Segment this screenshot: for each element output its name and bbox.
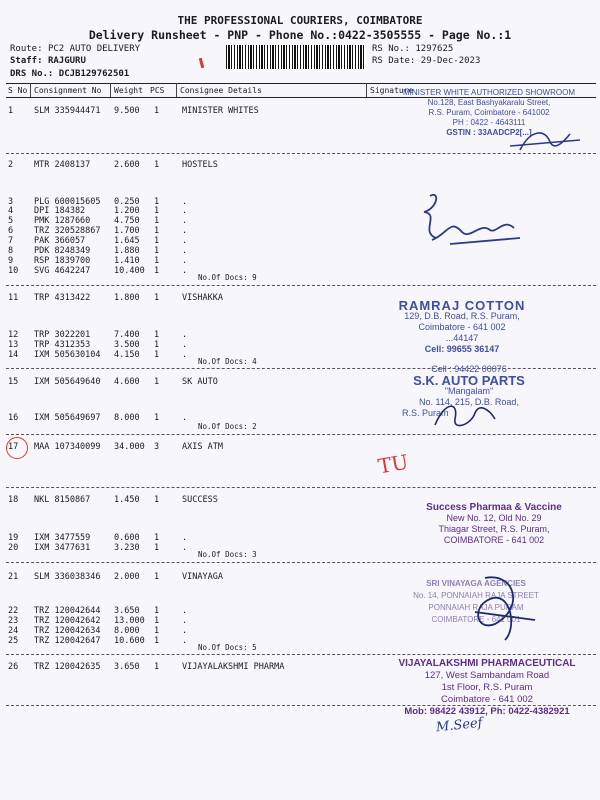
- signature-vijayalakshmi: M.Seef: [435, 715, 484, 736]
- doc-count: No.Of Docs: 4: [198, 357, 257, 366]
- cell-pcs: 1: [154, 106, 160, 116]
- cell-wt: 3.650: [114, 662, 140, 672]
- rs-no-value: 1297625: [415, 44, 454, 54]
- cell-cons: TRP 4313422: [34, 293, 91, 303]
- cell-details: .: [182, 350, 188, 360]
- cell-wt: 0.600: [114, 533, 140, 543]
- cell-sno: 9: [8, 256, 14, 266]
- cell-details: .: [182, 626, 188, 636]
- stamp-line: VIJAYALAKSHMI PHARMACEUTICAL: [398, 658, 576, 669]
- cell-details: .: [182, 266, 188, 276]
- cell-wt: 34.000: [114, 442, 145, 452]
- stamp-line: No.128, East Bashyakaralu Street,: [427, 98, 551, 107]
- staff-label: Staff:: [10, 56, 43, 66]
- vijayalakshmi-pharma-stamp: [380, 658, 594, 718]
- stamp-line: ...44147: [445, 333, 479, 343]
- cell-details: .: [182, 246, 188, 256]
- runsheet-title: Delivery Runsheet - PNP - Phone No.:0422-3505555 - Page No.:1: [88, 28, 512, 42]
- stamp-line: 1st Floor, R.S. Puram: [441, 682, 533, 693]
- col-divider: [366, 83, 367, 97]
- cell-sno: 21: [8, 572, 19, 582]
- cell-pcs: 1: [154, 350, 160, 360]
- cell-cons: IXM 505630104: [34, 350, 101, 360]
- cell-sno: 11: [8, 293, 19, 303]
- rs-date-line: [372, 56, 480, 66]
- group-divider: [6, 654, 596, 655]
- cell-pcs: 1: [154, 160, 160, 170]
- cell-cons: TRZ 120042635: [34, 662, 101, 672]
- cell-details: .: [182, 340, 188, 350]
- cell-pcs: 1: [154, 495, 160, 505]
- stamp-line: Mob: 98422 43912, Ph: 0422-4382921: [404, 706, 570, 717]
- signature-hostels: [410, 188, 530, 254]
- stamp-line: COIMBATORE - 641 001: [431, 615, 521, 624]
- success-pharmaa-stamp: [404, 502, 584, 546]
- signature-minister: [400, 120, 590, 160]
- row17-red-circle: [6, 437, 28, 459]
- stamp-line: 129, D.B. Road, R.S. Puram,: [404, 311, 520, 321]
- cell-pcs: 1: [154, 626, 160, 636]
- stamp-line: New No. 12, Old No. 29: [446, 513, 542, 523]
- group-divider: [6, 285, 596, 286]
- stamp-line: Thiagar Street, R.S. Puram,: [438, 524, 550, 534]
- cell-cons: IXM 3477631: [34, 543, 91, 553]
- cell-wt: 4.750: [114, 216, 140, 226]
- cell-wt: 4.600: [114, 377, 140, 387]
- group-divider: [6, 487, 596, 488]
- cell-details: .: [182, 206, 188, 216]
- stamp-line: 127, West Sambandam Road: [424, 670, 550, 681]
- stamp-line: No. 14, PONNAIAH RAJA STREET: [413, 591, 539, 600]
- cell-cons: SLM 335944471: [34, 106, 101, 116]
- cell-pcs: 1: [154, 636, 160, 646]
- cell-cons: IXM 3477559: [34, 533, 91, 543]
- stamp-line: S.K. AUTO PARTS: [413, 373, 525, 388]
- cell-details: .: [182, 216, 188, 226]
- col-divider: [176, 83, 177, 97]
- cell-pcs: 1: [154, 206, 160, 216]
- company-name: THE PROFESSIONAL COURIERS, COIMBATORE: [177, 14, 423, 27]
- cell-sno: 5: [8, 216, 14, 226]
- cell-wt: 7.400: [114, 330, 140, 340]
- cell-pcs: 1: [154, 236, 160, 246]
- cell-cons: SVG 4642247: [34, 266, 91, 276]
- stamp-line: PH : 0422 - 4643111: [452, 118, 526, 127]
- staff-line: [10, 56, 86, 66]
- red-tick-mark: [199, 58, 204, 68]
- cell-cons: DPI 184382: [34, 206, 86, 216]
- cell-pcs: 1: [154, 330, 160, 340]
- cell-pcs: 1: [154, 246, 160, 256]
- cell-details: .: [182, 606, 188, 616]
- cell-cons: PDK 8248349: [34, 246, 91, 256]
- cell-cons: MAA 107340099: [34, 442, 101, 452]
- rs-date-value: 29-Dec-2023: [420, 56, 481, 66]
- cell-details: HOSTELS: [182, 160, 218, 170]
- cell-cons: PAK 366057: [34, 236, 86, 246]
- cell-details: .: [182, 236, 188, 246]
- cell-cons: TRP 4312353: [34, 340, 91, 350]
- rs-no-line: [372, 44, 453, 54]
- cell-sno: 2: [8, 160, 14, 170]
- cell-pcs: 1: [154, 413, 160, 423]
- cell-sno: 6: [8, 226, 14, 236]
- drs-value: DCJB129762501: [58, 69, 130, 79]
- cell-wt: 1.410: [114, 256, 140, 266]
- cell-pcs: 1: [154, 377, 160, 387]
- cell-sno: 19: [8, 533, 19, 543]
- group-divider: [6, 434, 596, 435]
- cell-sno: 16: [8, 413, 19, 423]
- cell-cons: SLM 336038346: [34, 572, 101, 582]
- cell-pcs: 1: [154, 216, 160, 226]
- cell-cons: RSP 1839700: [34, 256, 91, 266]
- cell-wt: 1.880: [114, 246, 140, 256]
- col-divider: [30, 83, 31, 97]
- cell-sno: 20: [8, 543, 19, 553]
- cell-pcs: 1: [154, 256, 160, 266]
- doc-count: No.Of Docs: 9: [198, 273, 257, 282]
- cell-pcs: 3: [154, 442, 160, 452]
- cell-cons: TRZ 120042642: [34, 616, 101, 626]
- cell-wt: 0.250: [114, 197, 140, 207]
- cell-sno: 14: [8, 350, 19, 360]
- cell-sno: 8: [8, 246, 14, 256]
- cell-details: .: [182, 616, 188, 626]
- cell-wt: 8.000: [114, 626, 140, 636]
- cell-wt: 10.600: [114, 636, 145, 646]
- cell-details: .: [182, 256, 188, 266]
- cell-cons: MTR 2408137: [34, 160, 91, 170]
- cell-wt: 3.500: [114, 340, 140, 350]
- row17-handwritten-note: TU: [376, 449, 411, 479]
- cell-wt: 1.200: [114, 206, 140, 216]
- cell-pcs: 1: [154, 616, 160, 626]
- cell-wt: 2.000: [114, 572, 140, 582]
- cell-sno: 3: [8, 197, 14, 207]
- rs-no-label: RS No.:: [372, 44, 410, 54]
- cell-pcs: 1: [154, 533, 160, 543]
- cell-pcs: 1: [154, 572, 160, 582]
- cell-sno: 17: [8, 442, 19, 452]
- cell-details: MINISTER WHITES: [182, 106, 259, 116]
- col-header-sno: S No: [8, 86, 28, 95]
- ramraj-cotton-stamp: [372, 300, 552, 355]
- cell-sno: 7: [8, 236, 14, 246]
- cell-details: AXIS ATM: [182, 442, 223, 452]
- signature-vinayaga: [455, 568, 545, 648]
- stamp-line: RAMRAJ COTTON: [398, 298, 526, 313]
- stamp-line: No. 114, 215, D.B. Road,: [419, 397, 519, 407]
- cell-wt: 1.700: [114, 226, 140, 236]
- signature-skauto: [425, 395, 505, 435]
- cell-pcs: 1: [154, 197, 160, 207]
- stamp-line: PONNAIAH RAJA PURAM: [428, 603, 524, 612]
- stamp-line: COIMBATORE - 641 002: [443, 535, 545, 545]
- stamp-line: Coimbatore - 641 002: [418, 322, 506, 332]
- col-header-weight: Weight: [114, 86, 143, 95]
- cell-wt: 13.000: [114, 616, 145, 626]
- cell-cons: TRZ 120042634: [34, 626, 101, 636]
- cell-sno: 23: [8, 616, 19, 626]
- stamp-line: Success Pharmaa & Vaccine: [426, 502, 562, 513]
- doc-count: No.Of Docs: 5: [198, 643, 257, 652]
- doc-count: No.Of Docs: 2: [198, 422, 257, 431]
- route-label: Route:: [10, 44, 43, 54]
- col-divider: [110, 83, 111, 97]
- cell-wt: 1.645: [114, 236, 140, 246]
- cell-pcs: 1: [154, 293, 160, 303]
- cell-wt: 8.000: [114, 413, 140, 423]
- cell-details: VINAYAGA: [182, 572, 223, 582]
- cell-wt: 3.650: [114, 606, 140, 616]
- barcode-image: [226, 45, 366, 69]
- cell-details: .: [182, 636, 188, 646]
- cell-details: .: [182, 226, 188, 236]
- route-value: PC2 AUTO DELIVERY: [47, 44, 141, 54]
- col-header-consignee: Consignee Details: [180, 86, 262, 95]
- doc-count: No.Of Docs: 3: [198, 550, 257, 559]
- cell-cons: IXM 505649640: [34, 377, 101, 387]
- cell-sno: 4: [8, 206, 14, 216]
- cell-sno: 26: [8, 662, 19, 672]
- stamp-line: Coimbatore - 641 002: [441, 694, 533, 705]
- cell-pcs: 1: [154, 543, 160, 553]
- cell-sno: 22: [8, 606, 19, 616]
- cell-details: SUCCESS: [182, 495, 218, 505]
- cell-wt: 10.400: [114, 266, 145, 276]
- group-divider: [6, 562, 596, 563]
- col-header-signature: Signature: [370, 86, 414, 95]
- cell-cons: IXM 505649697: [34, 413, 101, 423]
- cell-details: .: [182, 197, 188, 207]
- cell-wt: 1.450: [114, 495, 140, 505]
- cell-cons: NKL 8150867: [34, 495, 91, 505]
- cell-cons: PMK 1287660: [34, 216, 91, 226]
- cell-sno: 12: [8, 330, 19, 340]
- cell-details: SK AUTO: [182, 377, 218, 387]
- stamp-line: Cell : 94422 00076: [431, 364, 507, 374]
- cell-sno: 25: [8, 636, 19, 646]
- cell-wt: 3.230: [114, 543, 140, 553]
- cell-pcs: 1: [154, 340, 160, 350]
- staff-value: RAJGURU: [47, 56, 86, 66]
- cell-sno: 10: [8, 266, 19, 276]
- stamp-line: R.S. Puram, Coimbatore - 641002: [428, 108, 550, 117]
- cell-details: .: [182, 533, 188, 543]
- cell-wt: 2.600: [114, 160, 140, 170]
- cell-pcs: 1: [154, 266, 160, 276]
- col-header-pcs: PCS: [150, 86, 165, 95]
- stamp-line: SRI VINAYAGA AGENCIES: [426, 579, 526, 588]
- cell-cons: TRP 3022201: [34, 330, 91, 340]
- cell-pcs: 1: [154, 226, 160, 236]
- cell-wt: 9.500: [114, 106, 140, 116]
- table-top-rule: [6, 83, 596, 84]
- stamp-line: R.S. Puram: [402, 408, 449, 418]
- drs-line: [10, 69, 129, 79]
- col-header-consignment: Consignment No: [34, 86, 102, 95]
- cell-details: VIJAYALAKSHMI PHARMA: [182, 662, 285, 672]
- cell-cons: PLG 600015605: [34, 197, 101, 207]
- cell-sno: 24: [8, 626, 19, 636]
- stamp-line: "Mangalam": [444, 386, 494, 396]
- stamp-line: Cell: 99655 36147: [424, 344, 500, 354]
- cell-wt: 1.800: [114, 293, 140, 303]
- cell-sno: 13: [8, 340, 19, 350]
- cell-details: .: [182, 413, 188, 423]
- drs-label: DRS No.:: [10, 69, 54, 79]
- cell-sno: 15: [8, 377, 19, 387]
- cell-cons: TRZ 120042644: [34, 606, 101, 616]
- cell-wt: 4.150: [114, 350, 140, 360]
- cell-details: .: [182, 543, 188, 553]
- stamp-line: GSTIN : 33AADCP2[...]: [446, 128, 532, 137]
- cell-sno: 1: [8, 106, 14, 116]
- stamp-line: MINISTER WHITE AUTHORIZED SHOWROOM: [403, 88, 575, 97]
- rs-date-label: RS Date:: [372, 56, 416, 66]
- cell-cons: TRZ 120042647: [34, 636, 101, 646]
- route-line: [10, 44, 140, 54]
- cell-pcs: 1: [154, 662, 160, 672]
- cell-details: .: [182, 330, 188, 340]
- cell-pcs: 1: [154, 606, 160, 616]
- cell-sno: 18: [8, 495, 19, 505]
- cell-cons: TRZ 320528867: [34, 226, 101, 236]
- cell-details: VISHAKKA: [182, 293, 223, 303]
